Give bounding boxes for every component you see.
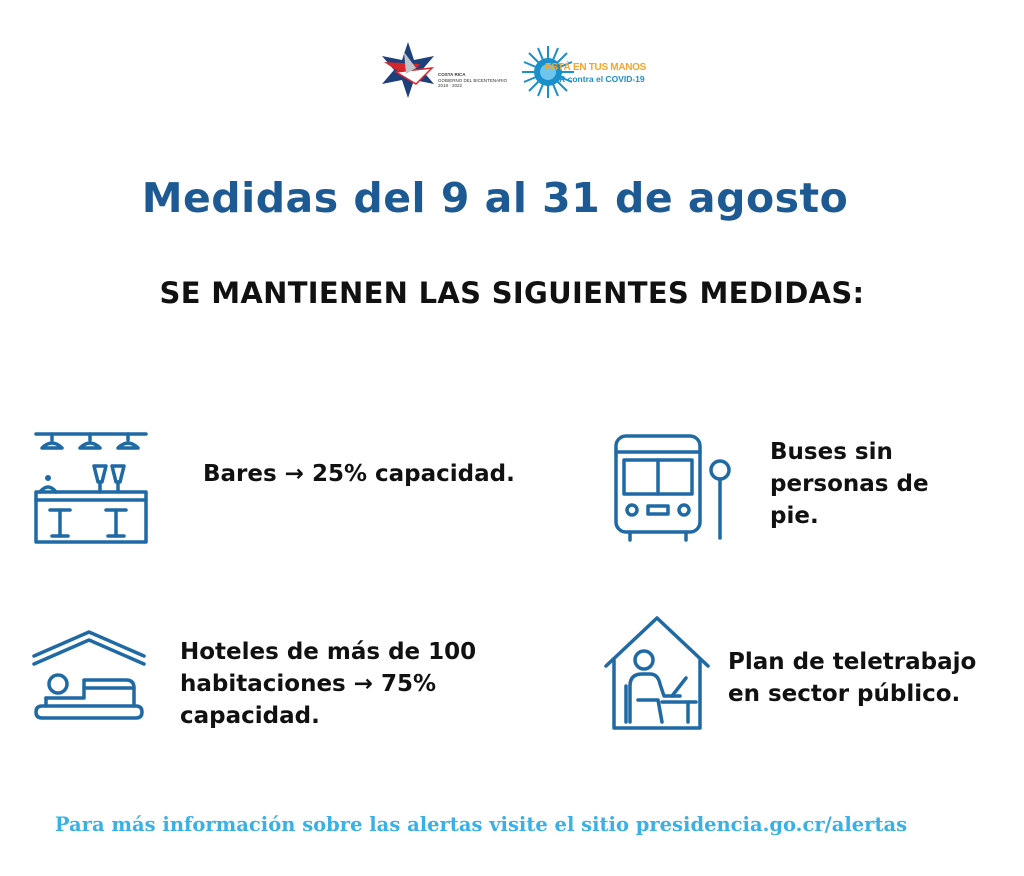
measure-telework: Plan de teletrabajo en sector público. bbox=[728, 649, 977, 707]
bar-icon bbox=[32, 428, 150, 546]
measure-hotels: Hoteles de más de 100 habitaciones → 75% capacidad. bbox=[180, 639, 477, 729]
campaign-logo-line2: CR contra el COVID-19 bbox=[553, 74, 645, 84]
measure-buses: Buses sin personas de pie. bbox=[770, 439, 929, 529]
hotel-bed-icon bbox=[28, 626, 150, 734]
costa-rica-star-logo bbox=[376, 38, 440, 102]
footer-info-link[interactable]: Para más información sobre las alertas visite el sitio presidencia.go.cr/alertas bbox=[54, 813, 908, 836]
measure-bars: Bares → 25% capacidad. bbox=[203, 461, 515, 487]
home-office-icon bbox=[600, 612, 714, 734]
section-heading: SE MANTIENEN LAS SIGUIENTES MEDIDAS: bbox=[159, 276, 865, 310]
campaign-logo-line1: ESTÁ EN TUS MANOS bbox=[545, 62, 647, 73]
logos-header bbox=[372, 36, 662, 106]
page-title: Medidas del 9 al 31 de agosto bbox=[141, 174, 849, 222]
government-logo-text: COSTA RICA GOBIERNO DEL BICENTENARIO 2018 - 2022 bbox=[438, 72, 508, 88]
bus-stop-icon bbox=[610, 430, 736, 542]
